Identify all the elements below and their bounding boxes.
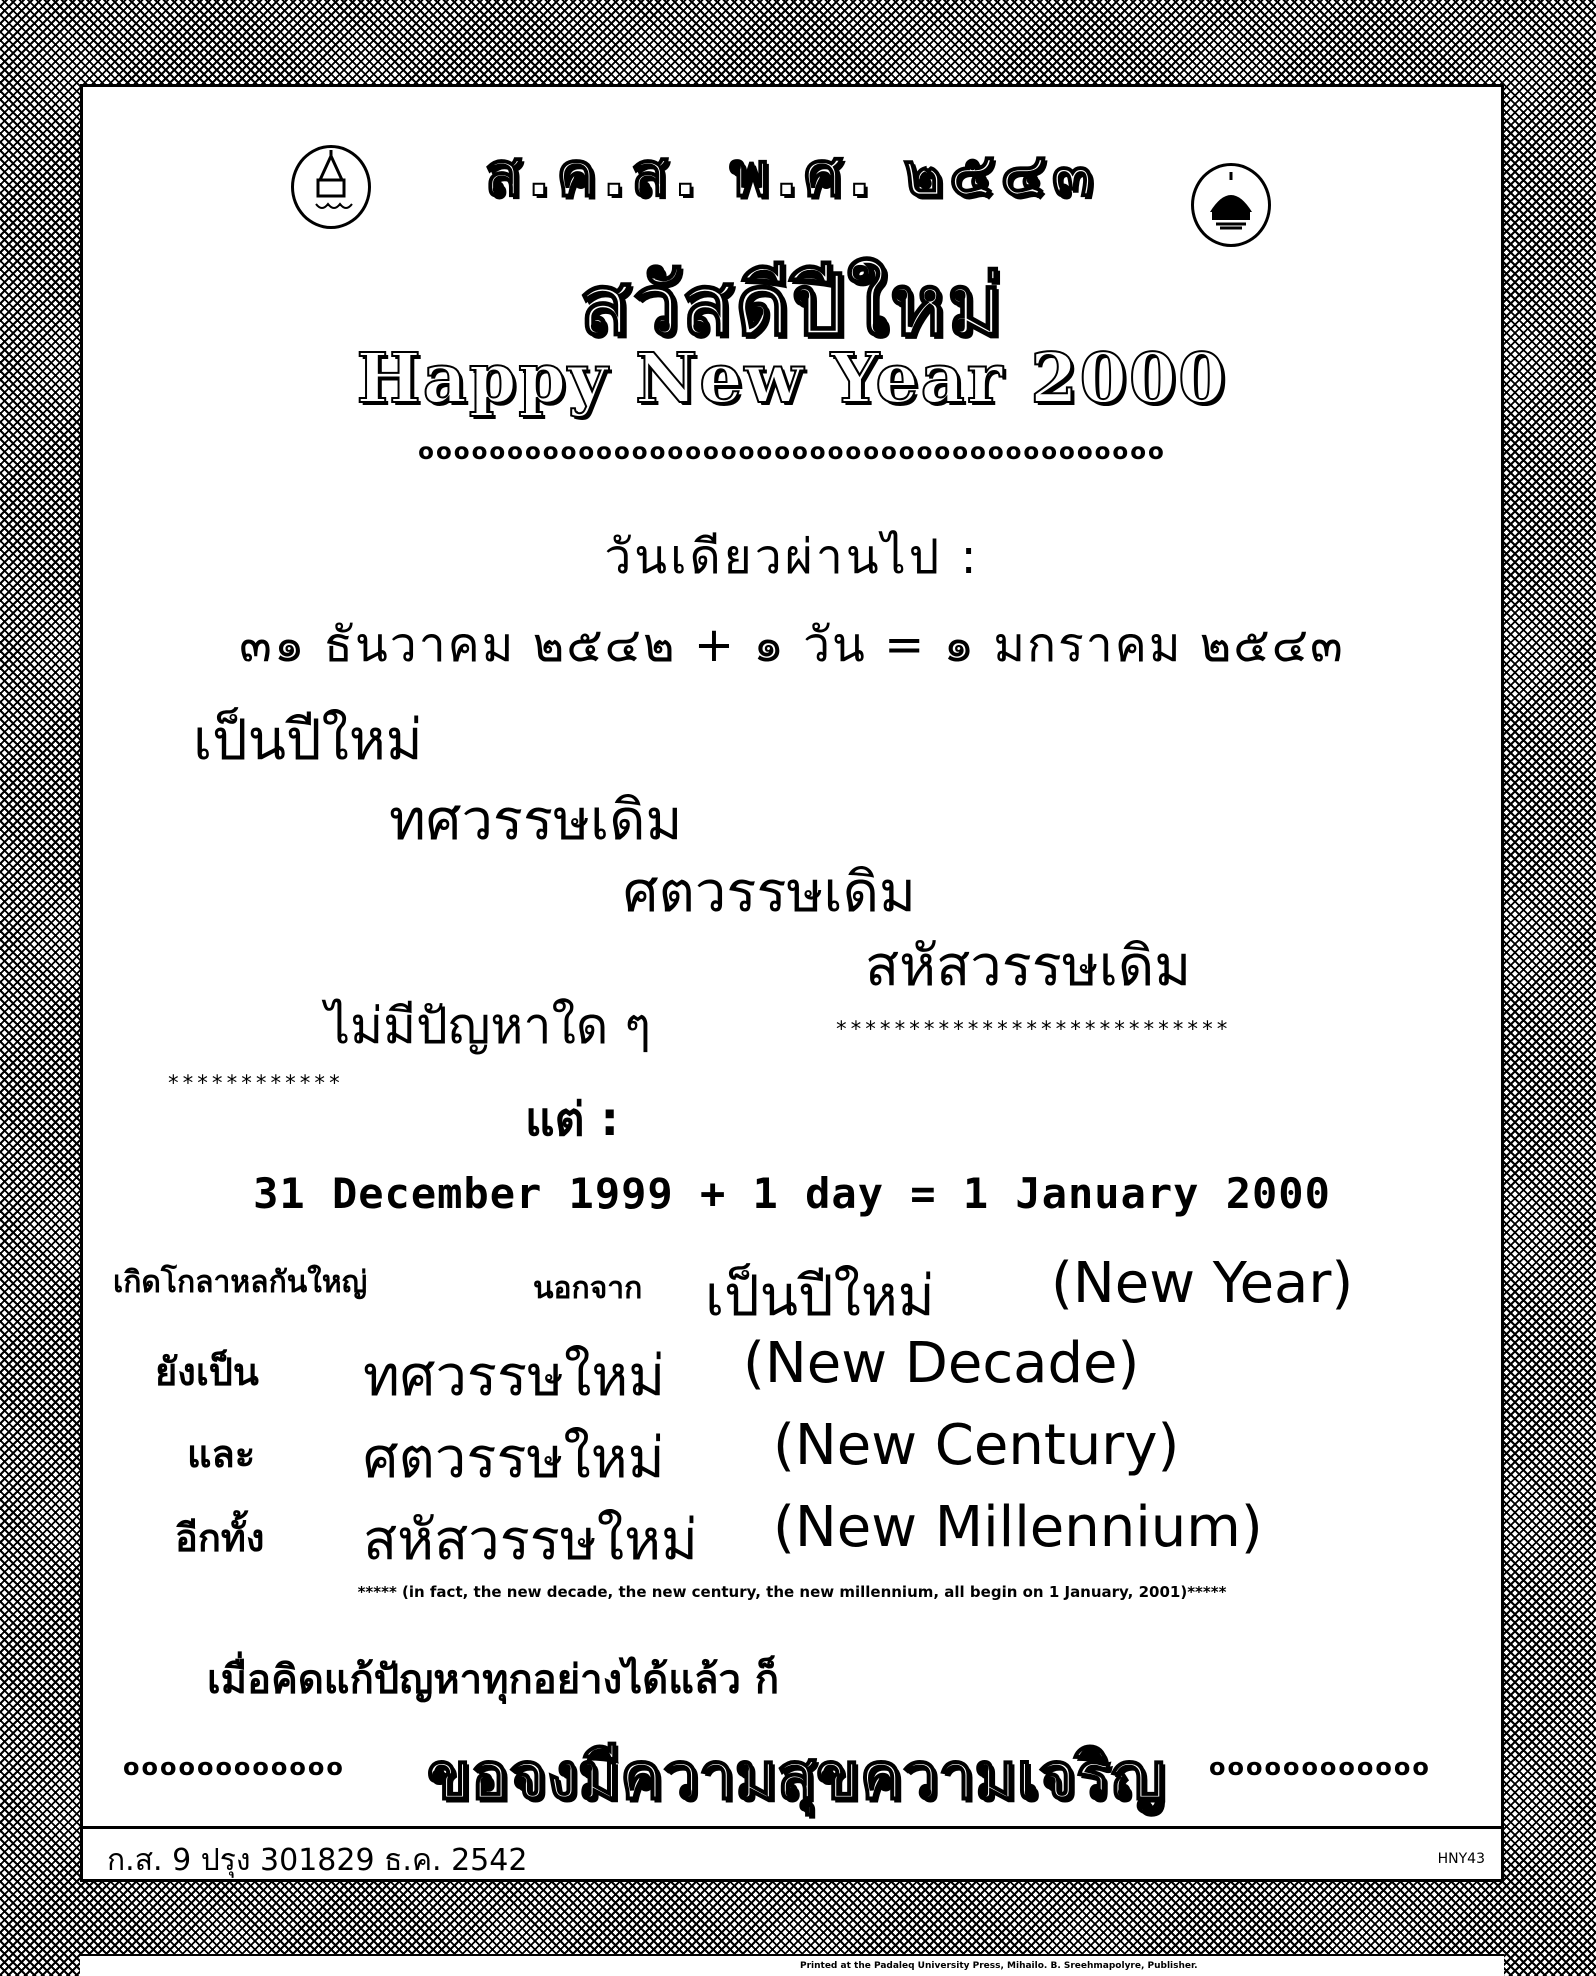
- but-label: แต่ :: [525, 1092, 619, 1146]
- stars-left: ************: [167, 1071, 343, 1095]
- new-millennium-th: สหัสวรรษใหม่: [363, 1508, 698, 1573]
- footer-reference: ก.ส. 9 ปรุง 301829 ธ.ค. 2542: [107, 1843, 528, 1878]
- new-year-en: (New Year): [1051, 1251, 1354, 1316]
- no-problem: ไม่มีปัญหาใด ๆ: [325, 997, 652, 1055]
- footer-box: [80, 1826, 1504, 1882]
- new-century-th: ศตวรรษใหม่: [363, 1426, 665, 1491]
- new-century-en: (New Century): [773, 1413, 1180, 1478]
- chaos-prefix: เกิดโกลาหลกันใหญ่: [113, 1265, 368, 1300]
- one-day-passed: วันเดียวผ่านไป :: [604, 529, 980, 585]
- solved-line: เมื่อคิดแก้ปัญหาทุกอย่างได้แล้ว ก็: [207, 1657, 780, 1703]
- era-line: ส.ค.ส. พ.ศ. ๒๕๔๓: [484, 140, 1100, 210]
- thai-greeting: สวัสดีปีใหม่: [579, 256, 1005, 354]
- english-date-equation: 31 December 1999 + 1 day = 1 January 2000: [253, 1169, 1331, 1218]
- new-decade-en: (New Decade): [743, 1331, 1140, 1396]
- step-same-millennium: สหัสวรรษเดิม: [865, 934, 1192, 999]
- new-decade-th: ทศวรรษใหม่: [363, 1344, 666, 1409]
- footer-code: HNY43: [1437, 1851, 1485, 1867]
- thai-date-equation: ๓๑ ธันวาคม ๒๕๔๒ + ๑ วัน = ๑ มกราคม ๒๕๔๓: [239, 617, 1345, 673]
- new-millennium-en: (New Millennium): [773, 1495, 1263, 1560]
- wish-text: ขอจงมีความสุขความเจริญ: [427, 1740, 1165, 1814]
- step-same-century: ศตวรรษเดิม: [623, 860, 916, 925]
- stars-right: ***************************: [835, 1017, 1231, 1041]
- step-same-decade: ทศวรรษเดิม: [389, 788, 683, 853]
- english-greeting: Happy New Year 2000: [356, 339, 1228, 419]
- greeting-card: [80, 84, 1504, 1830]
- besides-label: นอกจาก: [533, 1271, 643, 1306]
- wish-right-dots: oooooooooooo: [1209, 1753, 1431, 1781]
- divider-dots: oooooooooooooooooooooooooooooooooooooooooo: [418, 439, 1166, 465]
- lead-also: อีกทั้ง: [175, 1516, 265, 1560]
- lead-and: และ: [187, 1432, 256, 1476]
- imprint-strip: [80, 1954, 1504, 1976]
- wish-left-dots: oooooooooooo: [123, 1753, 345, 1781]
- fact-note: ***** (in fact, the new decade, the new century, the new millennium, all begin on 1 January, 2001)*****: [357, 1583, 1227, 1601]
- step-new-year: เป็นปีใหม่: [193, 708, 423, 773]
- new-year-th: เป็นปีใหม่: [705, 1264, 935, 1329]
- printer-imprint: Printed at the Padaleq University Press, Mihailo. B. Sreehmapolyre, Publisher.: [800, 1961, 1198, 1971]
- lead-still: ยังเป็น: [155, 1350, 259, 1394]
